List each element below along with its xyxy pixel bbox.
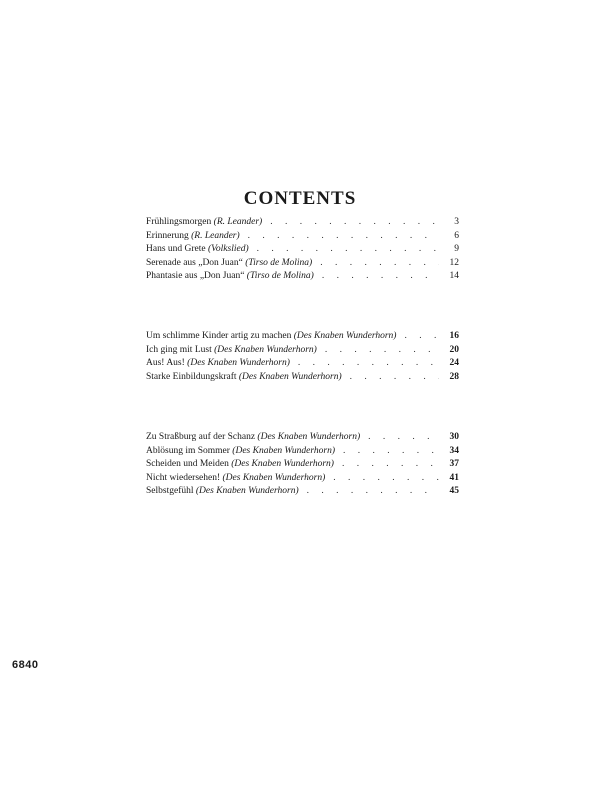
plate-number: 6840: [12, 659, 39, 671]
entry-source: (Des Knaben Wunderhorn): [293, 331, 397, 341]
entry-title: [146, 330, 396, 344]
dot-leader: [333, 472, 439, 486]
entry-source: (R. Leander): [213, 217, 263, 227]
page-title: CONTENTS: [243, 188, 357, 209]
entry-title-text: Selbstgefühl: [146, 486, 196, 496]
entry-title: [146, 431, 360, 445]
toc-entry: [146, 357, 459, 371]
entry-title-text: Zu Straßburg auf der Schanz: [146, 432, 258, 442]
entry-title: [146, 357, 290, 371]
toc-entry: [146, 344, 459, 358]
entry-page-number: 37: [449, 459, 459, 469]
entry-title-text: Erinnerung: [146, 230, 192, 241]
entry-source: (Des Knaben Wunderhorn): [257, 432, 361, 442]
entry-page-number: 28: [449, 371, 459, 382]
entry-source: (Tirso de Molina): [246, 271, 314, 281]
entry-page-number: 24: [449, 358, 459, 368]
entry-source: (Des Knaben Wunderhorn): [214, 344, 317, 355]
entry-title: [146, 485, 299, 499]
entry-title-text: Starke Einbildungskraft: [146, 371, 239, 382]
toc-entry: [146, 485, 459, 499]
entry-source: (Des Knaben Wunderhorn): [187, 358, 290, 368]
entry-source: (Des Knaben Wunderhorn): [222, 472, 326, 483]
entry-page-number: 20: [449, 344, 459, 355]
entry-page-number: 16: [449, 331, 459, 341]
toc-entry: [146, 458, 459, 472]
toc-entry: [146, 472, 459, 486]
entry-title-text: Frühlingsmorgen: [146, 217, 214, 227]
contents-section-3: [146, 431, 459, 499]
entry-page-number: 41: [449, 472, 459, 483]
entry-page-number: 3: [454, 217, 459, 227]
entry-title: [146, 243, 249, 257]
dot-leader: [368, 431, 439, 445]
entry-title: [146, 458, 334, 472]
entry-title: [146, 344, 317, 358]
entry-title-text: Aus! Aus!: [146, 358, 188, 368]
dot-leader: [320, 257, 439, 271]
entry-source: (Des Knaben Wunderhorn): [195, 486, 299, 496]
entry-title: [146, 472, 325, 486]
entry-title-text: Hans und Grete: [146, 244, 208, 254]
dot-leader: [270, 216, 439, 230]
dot-leader: [342, 458, 439, 472]
contents-section-2: [146, 330, 459, 384]
toc-entry: [146, 431, 459, 445]
entry-source: (Des Knaben Wunderhorn): [238, 371, 342, 382]
entry-title: [146, 270, 314, 284]
entry-page-number: 6: [454, 230, 459, 241]
toc-entry: [146, 230, 459, 244]
entry-page-number: 14: [449, 271, 459, 281]
entry-title-text: Serenade aus „Don Juan“: [146, 257, 246, 268]
entry-source: (Volkslied): [208, 244, 249, 254]
dot-leader: [298, 357, 439, 371]
dot-leader: [325, 344, 439, 358]
entry-page-number: 45: [449, 486, 459, 496]
entry-source: (Des Knaben Wunderhorn): [232, 445, 336, 456]
dot-leader: [248, 230, 439, 244]
dot-leader: [343, 445, 439, 459]
toc-entry: [146, 330, 459, 344]
entry-title: [146, 445, 335, 459]
entry-title-text: Scheiden und Meiden: [146, 459, 232, 469]
toc-entry: [146, 257, 459, 271]
entry-title-text: Phantasie aus „Don Juan“: [146, 271, 247, 281]
contents-section-1: [146, 216, 459, 284]
dot-leader: [322, 270, 439, 284]
toc-entry: [146, 371, 459, 385]
entry-title-text: Ablösung im Sommer: [146, 445, 233, 456]
dot-leader: [404, 330, 439, 344]
entry-title: [146, 257, 312, 271]
entry-source: (Des Knaben Wunderhorn): [231, 459, 334, 469]
toc-entry: [146, 445, 459, 459]
entry-title-text: Um schlimme Kinder artig zu machen: [146, 331, 294, 341]
entry-title: [146, 216, 262, 230]
toc-entry: [146, 270, 459, 284]
entry-page-number: 30: [449, 432, 459, 442]
entry-source: (R. Leander): [191, 230, 240, 241]
toc-entry: [146, 243, 459, 257]
dot-leader: [350, 371, 439, 385]
entry-page-number: 34: [449, 445, 459, 456]
entry-source: (Tirso de Molina): [245, 257, 313, 268]
entry-page-number: 12: [449, 257, 459, 268]
dot-leader: [307, 485, 439, 499]
entry-title: [146, 230, 240, 244]
entry-page-number: 9: [454, 244, 459, 254]
entry-title: [146, 371, 342, 385]
entry-title-text: Nicht wiedersehen!: [146, 472, 223, 483]
dot-leader: [257, 243, 439, 257]
toc-entry: [146, 216, 459, 230]
entry-title-text: Ich ging mit Lust: [146, 344, 215, 355]
